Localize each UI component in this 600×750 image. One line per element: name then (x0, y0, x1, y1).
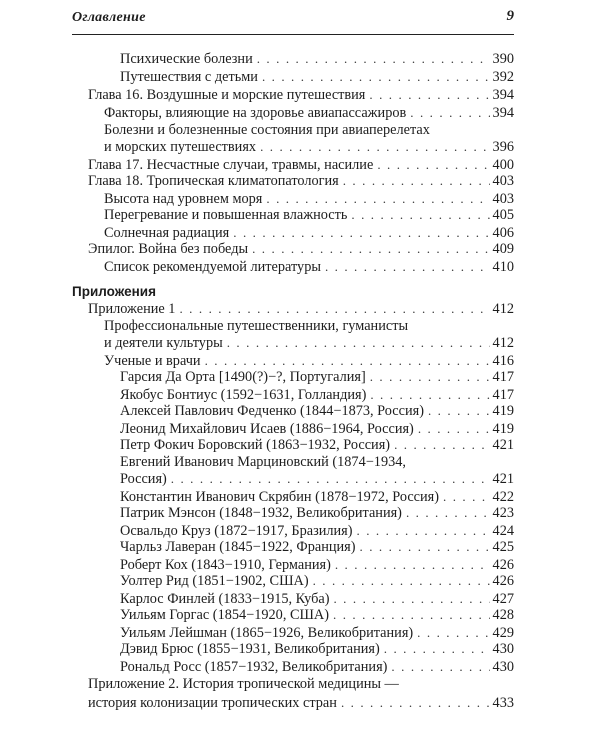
toc-entry-title-line1: Евгений Иванович Марциновский (1874−1934, (120, 454, 406, 470)
toc-entry[interactable] (120, 68, 514, 86)
toc-entry-title: Якобус Бонтиус (1592−1631, Голландия) (120, 387, 367, 403)
toc-entry-page: 396 (492, 139, 514, 155)
header-rule (72, 34, 514, 35)
toc-entry-page: 421 (492, 471, 514, 487)
toc-entry-title: Уолтер Рид (1851−1902, США) (120, 573, 309, 589)
toc-entry-page: 426 (492, 557, 514, 573)
dot-leader (227, 334, 490, 351)
toc-entry-page: 421 (492, 437, 514, 453)
toc-entry-page: 392 (492, 69, 514, 85)
toc-entry-title: история колонизации тропических стран (88, 695, 337, 711)
toc-entry-title-line1: Болезни и болезненные состояния при авиаперелетах (104, 122, 430, 138)
toc-entry-title: Гарсия Да Орта [1490(?)−?, Португалия] (120, 369, 366, 385)
toc-entry-page: 394 (492, 87, 514, 103)
toc-entry-title: Уильям Горгас (1854−1920, США) (120, 607, 330, 623)
toc-entry[interactable] (104, 258, 514, 276)
toc-entry-page: 430 (492, 659, 514, 675)
toc-entry-page: 419 (492, 403, 514, 419)
toc-entry-page: 409 (492, 241, 514, 257)
toc-entry-title: Высота над уровнем моря (104, 191, 263, 207)
toc-entry-title: Список рекомендуемой литературы (104, 259, 321, 275)
toc-entry-title: Освальдо Круз (1872−1917, Бразилия) (120, 523, 353, 539)
dot-leader (313, 572, 490, 589)
toc-entry-title: Россия) (120, 471, 167, 487)
toc-entry-title: Факторы, влияющие на здоровье авиапассажиров (104, 105, 407, 121)
dot-leader (333, 606, 490, 623)
toc-person-entry[interactable] (120, 368, 514, 386)
appendix-section-title: Приложения (72, 284, 156, 299)
dot-leader (335, 556, 490, 573)
running-header (72, 8, 514, 30)
dot-leader (357, 522, 490, 539)
dot-leader (252, 240, 489, 257)
toc-entry-title: Леонид Михайлович Исаев (1886−1964, Россия) (120, 421, 414, 437)
dot-leader (417, 624, 489, 641)
toc-entry-title: Чарльз Лаверан (1845−1922, Франция) (120, 539, 356, 555)
toc-entry[interactable] (120, 50, 514, 68)
toc-entry-page: 419 (492, 421, 514, 437)
toc-entry-title-line1: Профессиональные путешественники, гуманисты (104, 318, 409, 334)
toc-entry-page: 390 (492, 51, 514, 67)
toc-appendix[interactable] (88, 300, 514, 318)
toc-entry-page: 430 (492, 641, 514, 657)
dot-leader (384, 640, 490, 657)
toc-chapter[interactable] (88, 86, 514, 104)
toc-entry[interactable] (104, 206, 514, 224)
toc-entry-title: Эпилог. Война без победы (88, 241, 249, 257)
toc-entry-title: Рональд Росс (1857−1932, Великобритания) (120, 659, 388, 675)
dot-leader (351, 206, 489, 223)
dot-leader (325, 258, 490, 275)
toc-entry-page: 394 (492, 105, 514, 121)
toc-entry-page: 425 (492, 539, 514, 555)
toc-entry-title: Солнечная радиация (104, 225, 230, 241)
toc-entry[interactable] (104, 138, 514, 156)
toc-entry-page: 400 (492, 157, 514, 173)
dot-leader (418, 420, 490, 437)
dot-leader (406, 504, 490, 521)
dot-leader (443, 488, 490, 505)
toc-entry-page: 429 (492, 625, 514, 641)
toc-entry-title: Глава 16. Воздушные и морские путешествия (88, 87, 366, 103)
toc-entry[interactable] (104, 104, 514, 122)
running-header-title: Оглавление (72, 10, 146, 25)
dot-leader (266, 190, 489, 207)
dot-leader (333, 590, 489, 607)
toc-person-entry[interactable] (120, 504, 514, 522)
toc-entry-page: 433 (492, 695, 514, 711)
toc-person-entry[interactable] (120, 538, 514, 556)
toc-entry-title: Дэвид Брюс (1855−1931, Великобритания) (120, 641, 380, 657)
toc-entry-title: Глава 18. Тропическая климатопатология (88, 173, 339, 189)
toc-entry-page: 417 (492, 369, 514, 385)
dot-leader (205, 352, 490, 369)
toc-entry-page: 403 (492, 173, 514, 189)
dot-leader (370, 368, 490, 385)
toc-entry-page: 423 (492, 505, 514, 521)
dot-leader (377, 156, 489, 173)
toc-entry-page: 406 (492, 225, 514, 241)
toc-entry-title: Приложение 1 (88, 301, 176, 317)
dot-leader (171, 470, 490, 487)
toc-entry-title: Глава 17. Несчастные случаи, травмы, насилие (88, 157, 374, 173)
dot-leader (179, 300, 489, 317)
toc-person-entry[interactable] (120, 640, 514, 658)
toc-entry-page: 405 (492, 207, 514, 223)
toc-entry-page: 416 (492, 353, 514, 369)
toc-entry-title: Психические болезни (120, 51, 253, 67)
toc-entry-title: Ученые и врачи (104, 353, 201, 369)
dot-leader (428, 402, 490, 419)
toc-entry-page: 426 (492, 573, 514, 589)
toc-person-entry[interactable] (120, 606, 514, 624)
toc-person-entry[interactable] (120, 658, 514, 676)
toc-entry-page: 422 (492, 489, 514, 505)
dot-leader (233, 224, 489, 241)
toc-entry-title: Путешествия с детьми (120, 69, 258, 85)
toc-entry-page: 412 (492, 301, 514, 317)
dot-leader (260, 138, 489, 155)
dot-leader (341, 694, 490, 711)
toc-entry-title: Алексей Павлович Федченко (1844−1873, Россия) (120, 403, 424, 419)
toc-entry-title: Константин Иванович Скрябин (1878−1972, Россия) (120, 489, 440, 505)
toc-entry-page: 410 (492, 259, 514, 275)
toc-entry-title: Петр Фокич Боровский (1863−1932, Россия) (120, 437, 391, 453)
toc-entry-title-line1: Приложение 2. История тропической медицины — (88, 676, 399, 692)
toc-entry-page: 428 (492, 607, 514, 623)
toc-entry-page: 424 (492, 523, 514, 539)
dot-leader (257, 50, 490, 67)
toc-person-entry[interactable] (120, 470, 514, 488)
toc-entry-title: Уильям Лейшман (1865−1926, Великобритания) (120, 625, 414, 641)
dot-leader (391, 658, 489, 675)
toc-person-entry[interactable] (120, 436, 514, 454)
toc-appendix[interactable] (88, 694, 514, 712)
toc-person-entry[interactable] (120, 572, 514, 590)
toc-entry-title: Роберт Кох (1843−1910, Германия) (120, 557, 331, 573)
toc-entry-page: 412 (492, 335, 514, 351)
toc-entry-title: Перегревание и повышенная влажность (104, 207, 348, 223)
dot-leader (394, 436, 489, 453)
toc-entry-title: и деятели культуры (104, 335, 223, 351)
dot-leader (370, 386, 489, 403)
toc-entry-title: Патрик Мэнсон (1848−1932, Великобритания) (120, 505, 402, 521)
dot-leader (410, 104, 489, 121)
toc-entry-page: 417 (492, 387, 514, 403)
toc-entry-page: 427 (492, 591, 514, 607)
toc-entry-title: Карлос Финлей (1833−1915, Куба) (120, 591, 330, 607)
toc-chapter[interactable] (88, 240, 514, 258)
dot-leader (360, 538, 490, 555)
dot-leader (369, 86, 489, 103)
dot-leader (343, 172, 490, 189)
toc-entry-title: и морских путешествиях (104, 139, 257, 155)
dot-leader (262, 68, 490, 85)
toc-chapter[interactable] (88, 172, 514, 190)
toc-entry[interactable] (104, 334, 514, 352)
running-header-page-number: 9 (506, 8, 514, 24)
toc-entry-page: 403 (492, 191, 514, 207)
toc-person-entry[interactable] (120, 402, 514, 420)
